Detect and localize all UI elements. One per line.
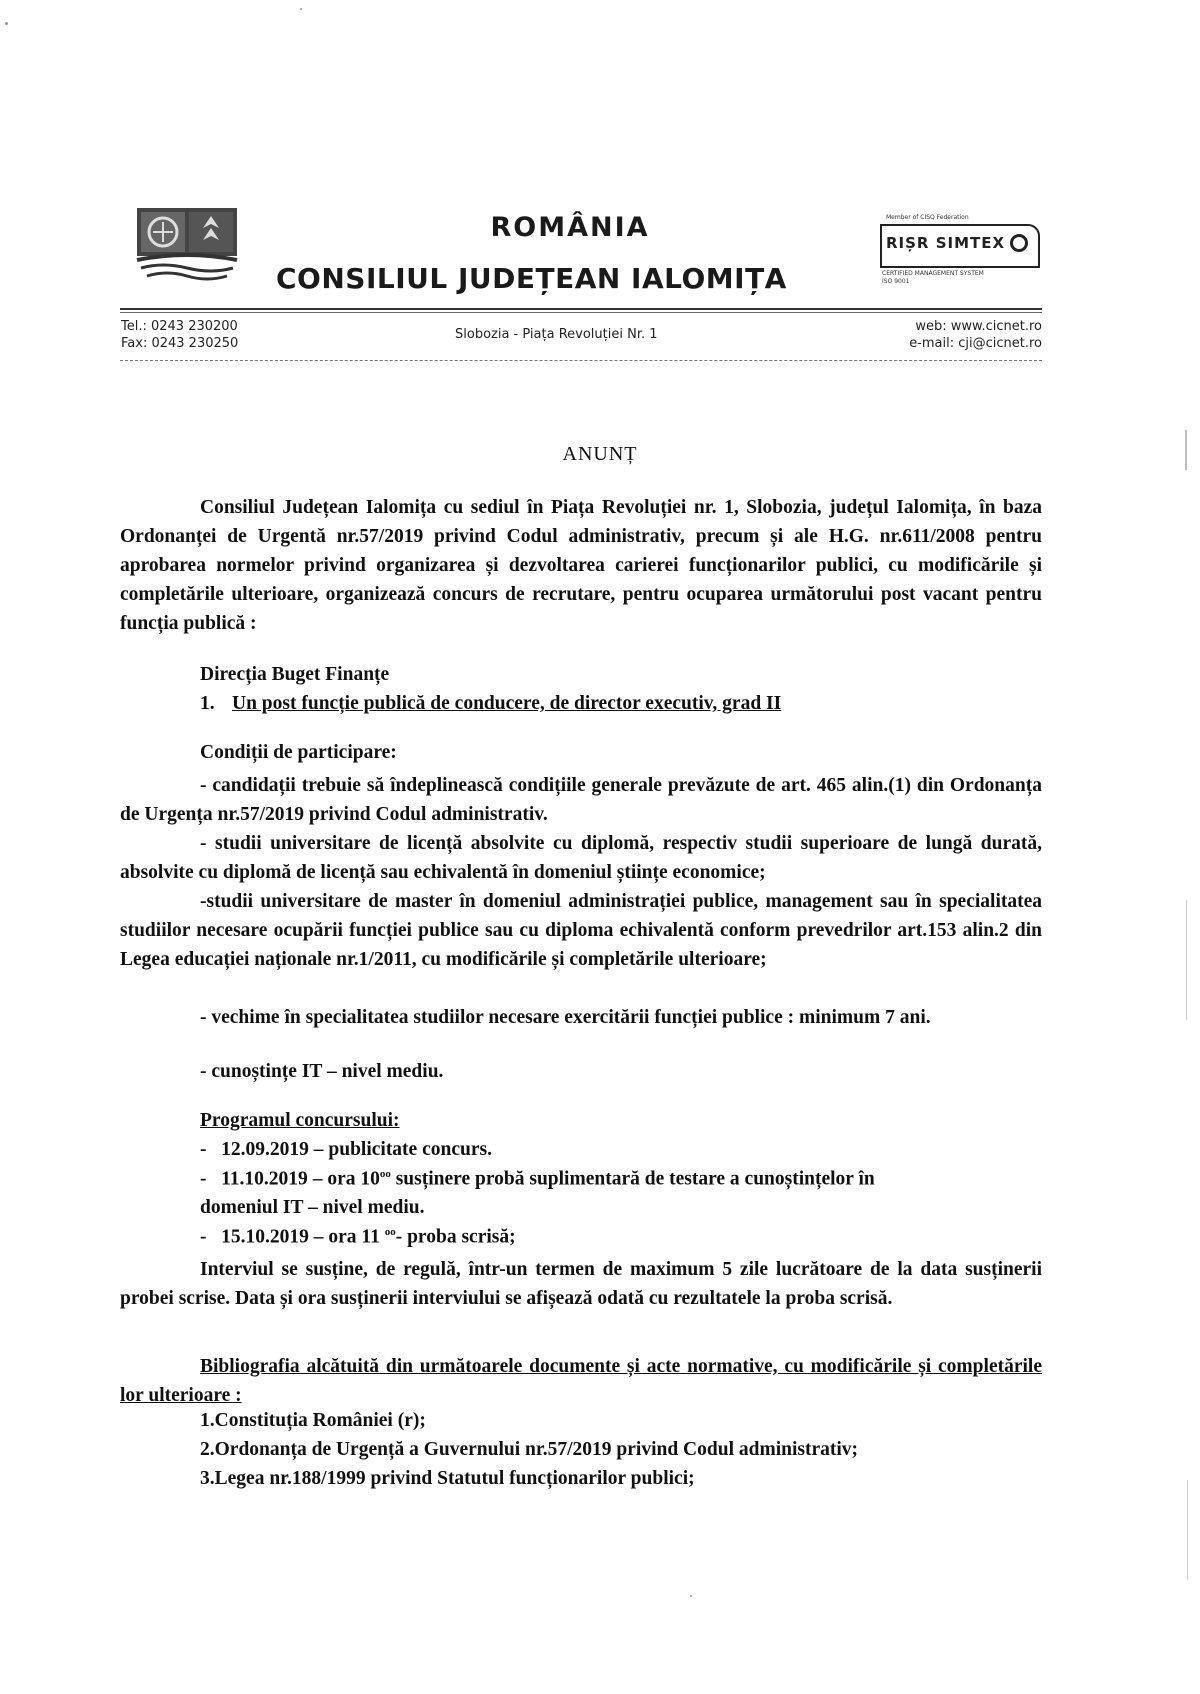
cert-logo-text: RIȘR SIMTEX — [886, 234, 1006, 252]
scan-edge-mark — [1185, 430, 1187, 470]
condition-item: - cunoștințe IT – nivel mediu. — [200, 1061, 444, 1082]
document-country-heading: ROMÂNIA — [490, 212, 650, 243]
bibliography-item: 3.Legea nr.188/1999 privind Statutul funcționarilor publici; — [200, 1468, 695, 1489]
header-bottom-divider — [120, 360, 1042, 361]
post-title: Un post funcție publică de conducere, de director executiv, grad II — [232, 693, 782, 714]
council-name-heading: CONSILIUL JUDEȚEAN IALOMIȚA — [276, 262, 787, 295]
phone-fax-block — [121, 318, 238, 352]
announcement-title: ANUNȚ — [562, 443, 638, 465]
scan-speck — [300, 8, 302, 10]
bibliography-item: 2.Ordonanța de Urgență a Guvernului nr.57/2019 privind Codul administrativ; — [200, 1439, 859, 1460]
header-divider-thin — [120, 312, 1042, 313]
cert-system-text: CERTIFIED MANAGEMENT SYSTEM ISO 9001 — [882, 270, 984, 285]
phone-number: Tel.: 0243 230200 — [121, 319, 238, 334]
gear-icon — [1010, 234, 1028, 252]
intro-paragraph: Consiliul Județean Ialomița cu sediul în Piața Revoluției nr. 1, Slobozia, județul Ialomița, în baza Ordonanței de Urgentă nr.57/2019 privind Codul administrativ, precum și ale H.G. nr.611/2008 pentru aprobarea normelor privind organizarea și dezvoltarea carierei funcționarilor publici, cu modificările și completările ulterioare, organizează concurs de recrutare, pentru ocuparea următorului post vacant pentru funcția publică : — [120, 497, 1042, 634]
address-text: Slobozia - Piața Revoluției Nr. 1 — [455, 327, 658, 342]
program-item: - 15.10.2019 – ora 11 $^{oo}$- proba scrisă; — [200, 1226, 516, 1248]
condition-item: - vechime în specialitatea studiilor necesare exercitării funcției publice : minimum 7 ani. — [200, 1007, 931, 1028]
web-email-block — [872, 318, 1042, 352]
county-crest-logo — [133, 206, 241, 284]
scan-speck — [5, 22, 8, 25]
email-text: e-mail: cji@cicnet.ro — [909, 336, 1042, 351]
program-item: - 11.10.2019 – ora $10^{oo}$ susținere probă suplimentară de testare a cunoștințelor în — [200, 1168, 875, 1190]
cert-member-text: Member of CISQ Federation — [886, 214, 969, 221]
scan-edge-mark — [1186, 900, 1187, 1020]
program-item: - 12.09.2019 – publicitate concurs. — [200, 1139, 492, 1160]
program-item-continued: domeniul IT – nivel mediu. — [200, 1197, 425, 1218]
header-divider — [120, 308, 1042, 310]
program-title: Programul concursului: — [200, 1110, 400, 1131]
bibliography-title: Bibliografia alcătuită din următoarele documente și acte normative, cu modificările și completările lor ulterioare : — [120, 1356, 1042, 1406]
department-name: Direcția Buget Finanțe — [200, 664, 390, 685]
condition-item: - studii universitare de licență absolvite cu diplomă, respectiv studii superioare de lungă durată, absolvite cu diplomă de licență sau echivalentă în domeniul științe economice; — [120, 833, 1042, 883]
post-number: 1. — [200, 693, 215, 714]
condition-item: -studii universitare de master în domeniul administrației publice, management sau în specialitatea studiilor necesare ocupării funcției publice sau cu diploma echivalentă conform prevedrilor art.153 alin.2 din Legea educației naționale nr.1/2011, cu modificările și completările ulterioare; — [120, 891, 1042, 970]
certification-badge — [880, 214, 1040, 294]
scan-edge-mark — [1187, 1480, 1188, 1580]
bibliography-item: 1.Constituția României (r); — [200, 1410, 426, 1431]
interview-note: Interviul se susține, de regulă, într-un termen de maximum 5 zile lucrătoare de la data susținerii probei scrise. Data și ora susținerii interviului se afișează odată cu rezultatele la proba scrisă. — [120, 1259, 1042, 1309]
conditions-title: Condiții de participare: — [200, 742, 397, 763]
condition-item: - candidații trebuie să îndeplinească condițiile generale prevăzute de art. 465 alin.(1) din Ordonanța de Urgența nr.57/2019 privind Codul administrativ. — [120, 775, 1042, 825]
scan-speck — [690, 1595, 692, 1597]
fax-number: Fax: 0243 230250 — [121, 336, 239, 351]
website-text: web: www.cicnet.ro — [915, 319, 1042, 334]
